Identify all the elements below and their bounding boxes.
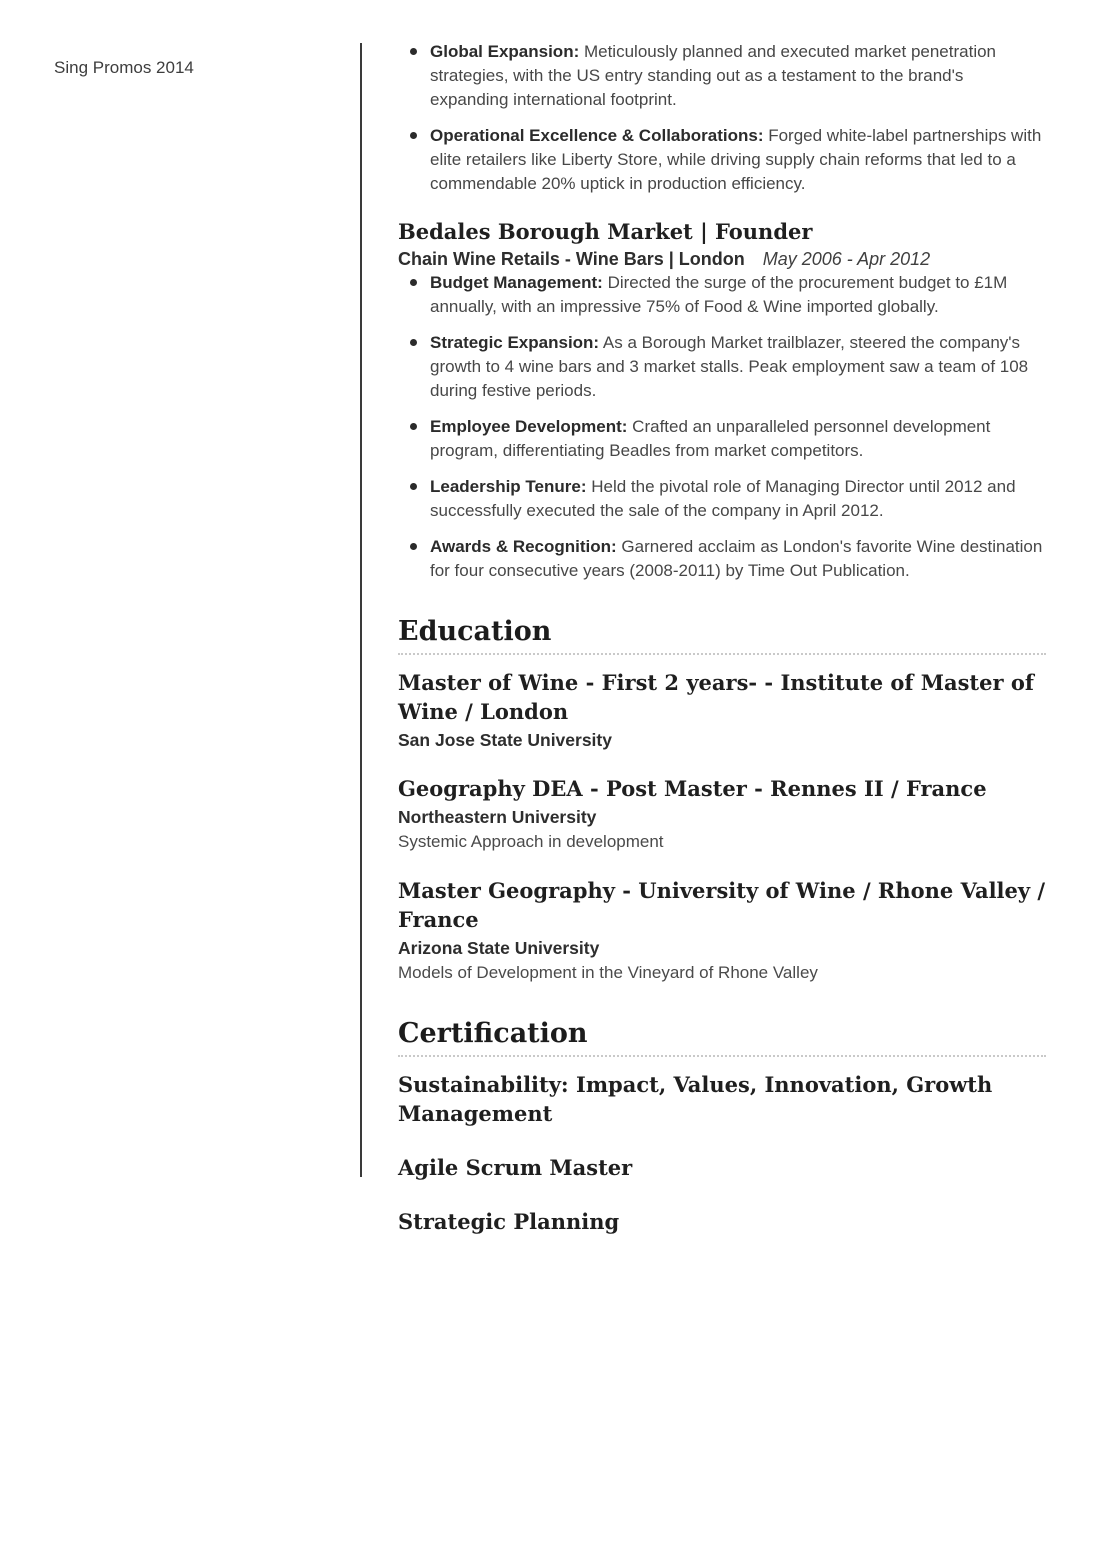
bullet-item xyxy=(398,271,1046,319)
bullet-text: Held the pivotal role of Managing Director until 2012 and successfully executed the sale of the company in April 2012. xyxy=(430,477,1016,520)
job-organization: Chain Wine Retails - Wine Bars | London xyxy=(398,249,745,269)
experience-bullet-list-continued xyxy=(398,40,1046,196)
bullet-dot-icon xyxy=(410,423,417,430)
certification-section-heading: Certification xyxy=(398,1017,1046,1057)
school-name: Northeastern University xyxy=(398,807,597,827)
bullet-text: Crafted an unparalleled personnel development program, differentiating Beadles from market competitors. xyxy=(430,417,991,460)
bullet-label: Budget Management: xyxy=(430,273,603,292)
job-dates: May 2006 - Apr 2012 xyxy=(762,249,931,269)
bullet-item xyxy=(398,331,1046,403)
education-entry xyxy=(398,774,1046,854)
bullet-text: Forged white-label partnerships with elite retailers like Liberty Store, while driving supply chain reforms that led to a commendable 20% uptick in production efficiency. xyxy=(430,126,1042,193)
bullet-dot-icon xyxy=(410,543,417,550)
column-divider xyxy=(360,43,362,1177)
education-description: Systemic Approach in development xyxy=(398,832,664,851)
school-name: Arizona State University xyxy=(398,938,600,958)
bullet-label: Employee Development: xyxy=(430,417,628,436)
degree-title: Geography DEA - Post Master - Rennes II / France xyxy=(398,776,987,801)
school-name: San Jose State University xyxy=(398,730,612,750)
education-description: Models of Development in the Vineyard of Rhone Valley xyxy=(398,963,818,982)
bullet-label: Operational Excellence & Collaborations: xyxy=(430,126,764,145)
education-section-heading: Education xyxy=(398,615,1046,655)
degree-title: Master Geography - University of Wine / Rhone Valley / France xyxy=(398,878,1046,932)
bullet-text: Meticulously planned and executed market penetration strategies, with the US entry standing out as a testament to the brand's expanding international footprint. xyxy=(430,42,997,109)
job-title: Bedales Borough Market | Founder xyxy=(398,219,813,244)
certification-item: Sustainability: Impact, Values, Innovation, Growth Management xyxy=(398,1072,993,1126)
bullet-item xyxy=(398,124,1046,196)
bullet-text: Directed the surge of the procurement budget to £1M annually, with an impressive 75% of Food & Wine imported globally. xyxy=(430,273,1008,316)
bullet-label: Strategic Expansion: xyxy=(430,333,600,352)
job-bullet-list xyxy=(398,271,1046,583)
bullet-dot-icon xyxy=(410,279,417,286)
bullet-dot-icon xyxy=(410,132,417,139)
degree-title: Master of Wine - First 2 years- - Institute of Master of Wine / London xyxy=(398,670,1034,724)
education-entry xyxy=(398,876,1046,985)
bullet-text: As a Borough Market trailblazer, steered the company's growth to 4 wine bars and 3 market stalls. Peak employment saw a team of 108 during festive periods. xyxy=(430,333,1029,400)
certification-item: Strategic Planning xyxy=(398,1209,620,1234)
bullet-item xyxy=(398,415,1046,463)
main-column xyxy=(398,40,1046,1236)
bullet-item xyxy=(398,475,1046,523)
bullet-item xyxy=(398,40,1046,112)
bullet-label: Leadership Tenure: xyxy=(430,477,587,496)
bullet-item xyxy=(398,535,1046,583)
left-column-note: Sing Promos 2014 xyxy=(54,58,194,77)
bullet-label: Global Expansion: xyxy=(430,42,580,61)
education-entry xyxy=(398,668,1046,752)
job-subtitle-row xyxy=(398,247,1046,271)
bullet-dot-icon xyxy=(410,339,417,346)
bullet-label: Awards & Recognition: xyxy=(430,537,617,556)
bullet-text: Garnered acclaim as London's favorite Wine destination for four consecutive years (2008-2011) by Time Out Publication. xyxy=(430,537,1043,580)
bullet-dot-icon xyxy=(410,48,417,55)
bullet-dot-icon xyxy=(410,483,417,490)
certification-item: Agile Scrum Master xyxy=(398,1155,633,1180)
